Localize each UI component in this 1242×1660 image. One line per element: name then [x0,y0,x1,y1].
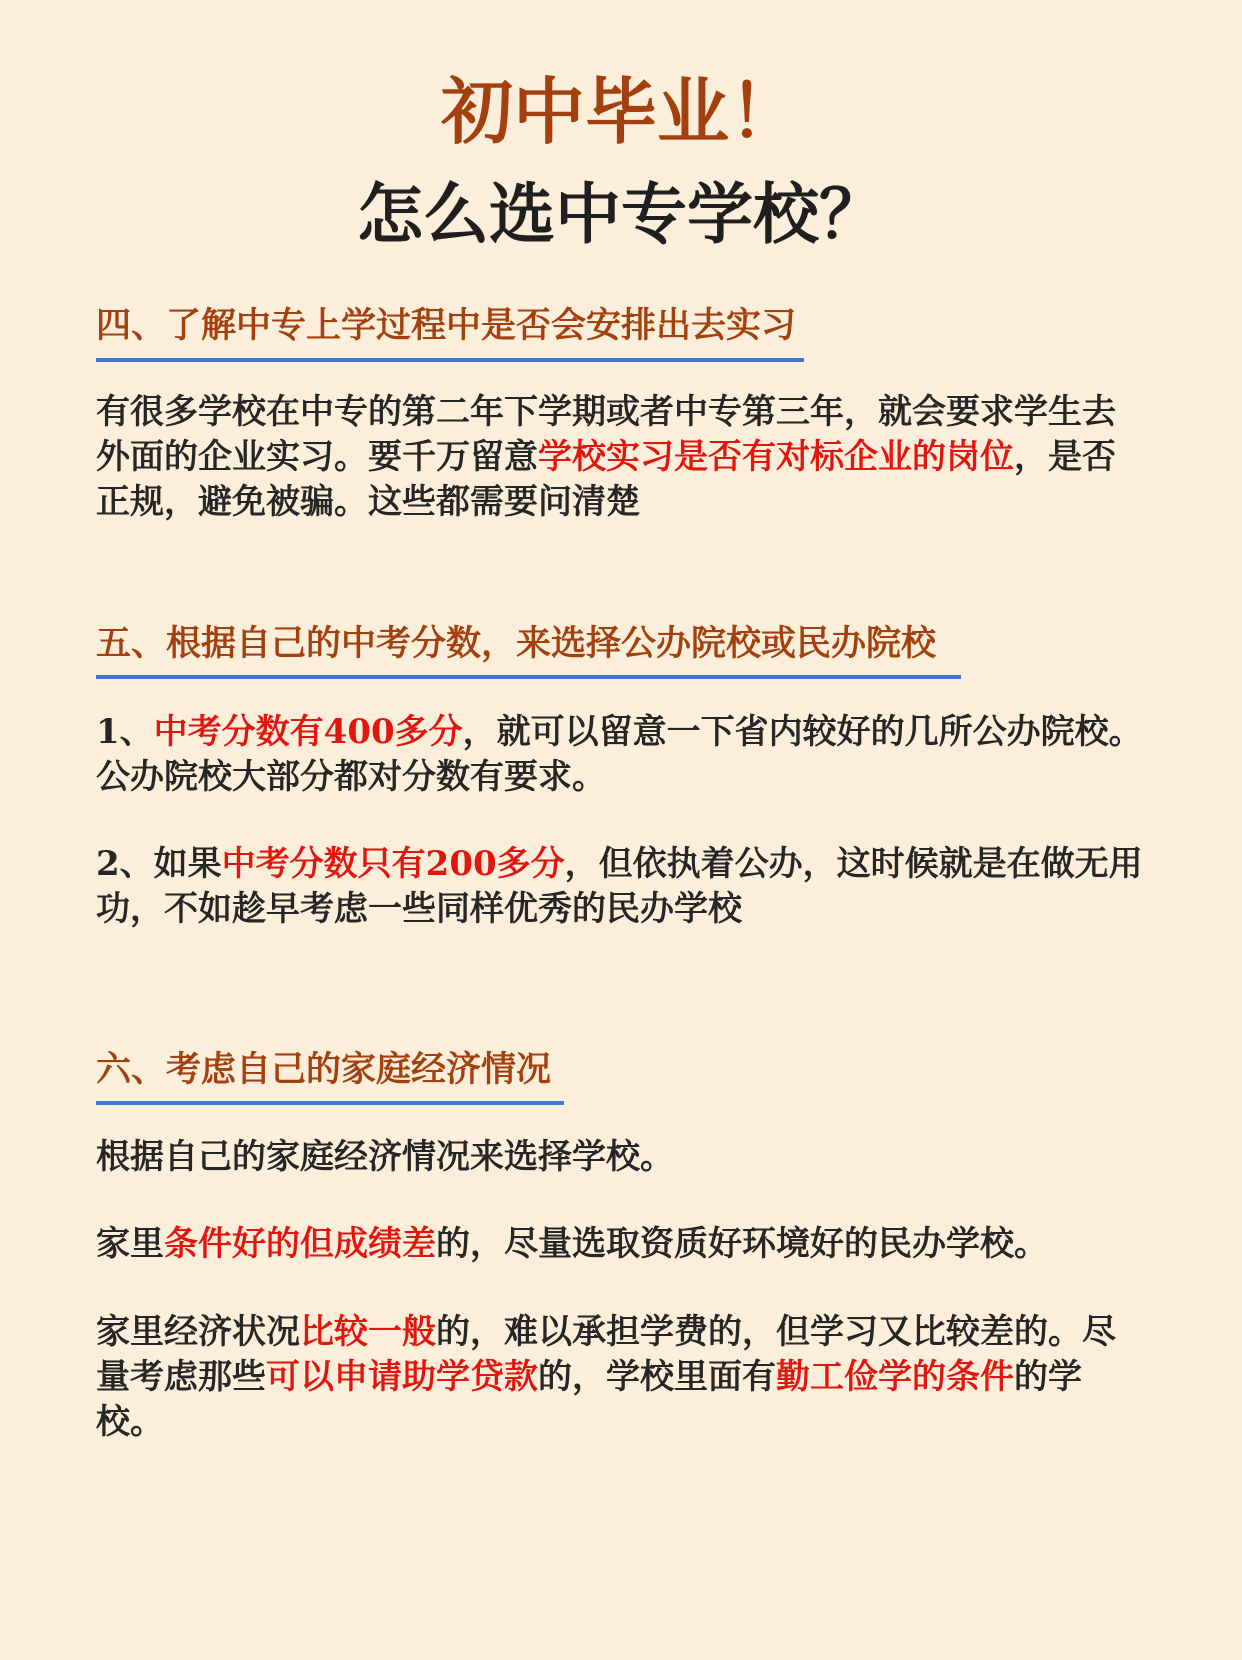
section-5-paragraph-2: 2、如果中考分数只有200多分，但依执着公办，这时候就是在做无用功，不如趁早考虑一些同样优秀的民办学校 [96,844,1143,929]
page-title-line2: 怎么选中专学校？ [357,175,885,253]
section-6-heading: 六、考虑自己的家庭经济情况 [96,1049,552,1090]
section-4-underline [96,358,804,362]
section-6-paragraph-3: 家里经济状况比较一般的，难以承担学费的，但学习又比较差的。尽量考虑那些可以申请助学贷款的，学校里面有勤工俭学的条件的学校。 [96,1312,1116,1442]
highlight-score-400: 中考分数有400多分 [153,712,463,752]
section-6-underline [96,1101,564,1105]
highlight-average: 比较一般 [300,1312,436,1352]
section-4-paragraph: 有很多学校在中专的第二年下学期或者中专第三年，就会要求学生去外面的企业实习。要千万留意学校实习是否有对标企业的岗位，是否正规，避免被骗。这些都需要问清楚 [96,392,1116,522]
section-5-underline [96,675,961,679]
section-4-heading: 四、了解中专上学过程中是否会安排出去实习 [96,305,797,346]
page-title-line1: 初中毕业！ [440,69,801,154]
section-6-paragraph-1: 根据自己的家庭经济情况来选择学校。 [96,1137,674,1177]
section-6-paragraph-2: 家里条件好的但成绩差的，尽量选取资质好环境好的民办学校。 [96,1224,1048,1264]
section-5-paragraph-1: 1、中考分数有400多分，就可以留意一下省内较好的几所公办院校。公办院校大部分都对分数有要求。 [96,712,1143,797]
highlight-good-conditions: 条件好的但成绩差 [164,1224,436,1264]
highlight-work-study: 勤工俭学的条件 [776,1357,1014,1397]
highlight-student-loan: 可以申请助学贷款 [266,1357,538,1397]
section-5-heading: 五、根据自己的中考分数，来选择公办院校或民办院校 [96,623,937,664]
highlight-score-200: 中考分数只有200多分 [221,844,565,884]
highlight-internship-positions: 学校实习是否有对标企业的岗位 [538,437,1014,477]
